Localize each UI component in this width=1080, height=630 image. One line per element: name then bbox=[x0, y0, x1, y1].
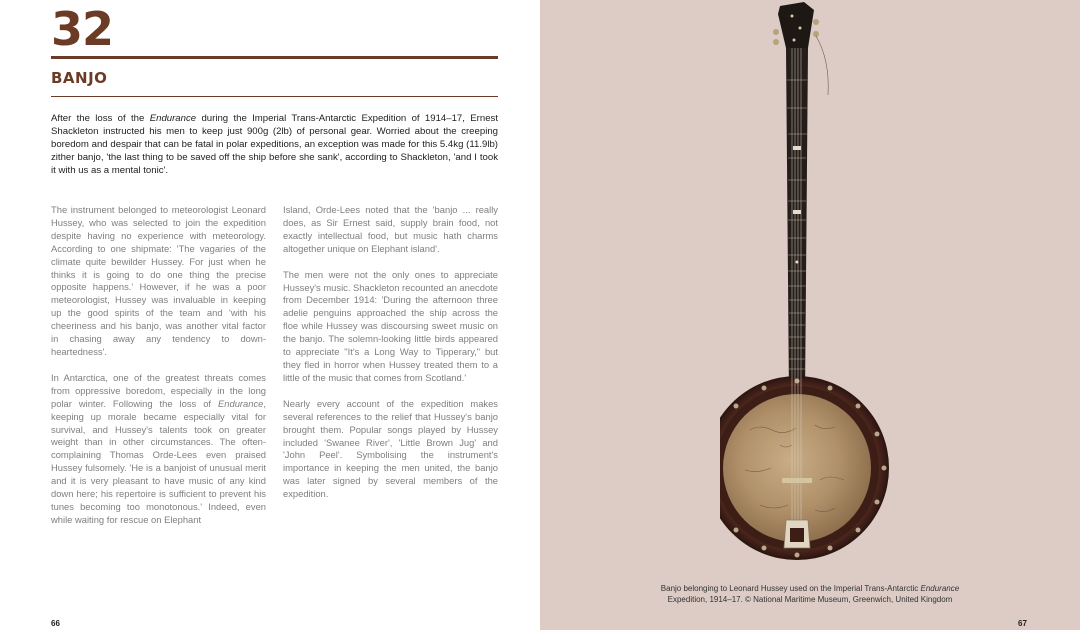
body-paragraph bbox=[51, 372, 266, 527]
headstock bbox=[773, 2, 819, 48]
caption-ship-name: Endurance bbox=[920, 584, 960, 593]
intro-ship-name: Endurance bbox=[149, 113, 197, 124]
body-column-1 bbox=[51, 204, 266, 540]
body-paragraph: Nearly every account of the expedition makes several references to the relief that Hussey's banjo brought them. Popular songs played by Hussey included 'Swanee River', 'Little Brown Jug' and 'John Peel'. Symbolising the instrument's importance in keeping the men united, the banjo was later signed by several members of the expedition. bbox=[283, 397, 498, 500]
intro-text-end: during the Imperial Trans-Antarctic Expedition of 1914–17, Ernest Shackleton instructed his men to keep just 900g (2lb) of personal gear. Worried about the creeping boredom and despair that can be fatal in polar expeditions, an exception was made for this 5.4kg (11.9lb) zither banjo, 'the last thing to be saved off the ship before she sank', according to Shackleton, 'and I took it with us as a mental tonic'. bbox=[51, 113, 498, 176]
intro-paragraph bbox=[51, 112, 498, 177]
title-rule bbox=[51, 96, 498, 97]
intro-text-start: After the loss of the bbox=[51, 113, 150, 124]
body-ship-name: Endurance bbox=[218, 397, 264, 409]
caption-credit: Expedition, 1914–17. © National Maritime Museum, Greenwich, United Kingdom bbox=[667, 595, 953, 604]
page-number-right: 67 bbox=[1018, 619, 1027, 628]
caption-text-start: Banjo belonging to Leonard Hussey used on the Imperial Trans-Antarctic bbox=[660, 584, 921, 593]
chapter-rule bbox=[51, 56, 498, 59]
page-number-left: 66 bbox=[51, 619, 60, 628]
body-paragraph: The instrument belonged to meteorologist Leonard Hussey, who was selected to join the expedition despite having no experience with meteorology. According to one shipmate: 'The vagaries of the climate quite bewilder Hussey. For just when he thinks it is going to do one thing the precise opposite happens.' However, if he was a poor meteorologist, Hussey was invaluable in keeping up the good spirits of the team and 'with his cheeriness and his banjo, was another vital factor in chasing away any tendency to down-heartedness'. bbox=[51, 204, 266, 357]
banjo-photo bbox=[720, 0, 920, 565]
right-page bbox=[540, 0, 1080, 630]
body-paragraph: The men were not the only ones to appreciate Hussey's music. Shackleton recounted an anecdote from December 1914: 'During the afternoon three adelie penguins approached the ship across the floe while Hussey was discoursing sweet music on the banjo. The solemn-looking little birds appeared to appreciate "It's a Long Way to Tipperary," but they fled in horror when Hussey treated them to a little of the music that comes from Scotland.' bbox=[283, 268, 498, 383]
banjo-neck bbox=[786, 48, 808, 395]
chapter-number: 32 bbox=[51, 2, 114, 56]
body-column-2 bbox=[283, 204, 498, 514]
body-text-end: , keeping up morale became especially vital for survival, and Hussey's talents took on greater weight than in other circumstances. The often-complaining Thomas Orde-Lees even praised Hussey fulsomely. 'He is a banjoist of unusual merit and it is very pleasant to have music of any kind down here; his repertoire is sufficient to prevent his tunes becoming too monotonous.' Indeed, even while waiting for rescue on Elephant bbox=[51, 397, 266, 525]
body-text-start: In Antarctica, one of the greatest threats comes from oppressive boredom, especially in the long polar winter. Following the loss of bbox=[51, 371, 266, 409]
page-title: BANJO bbox=[51, 69, 108, 87]
body-paragraph: Island, Orde-Lees noted that the 'banjo ... really does, as Sir Ernest said, supply brain food, not exactly intellectual food, but music hath charms altogether unique on Elephant island'. bbox=[283, 204, 498, 254]
photo-caption bbox=[630, 583, 990, 605]
